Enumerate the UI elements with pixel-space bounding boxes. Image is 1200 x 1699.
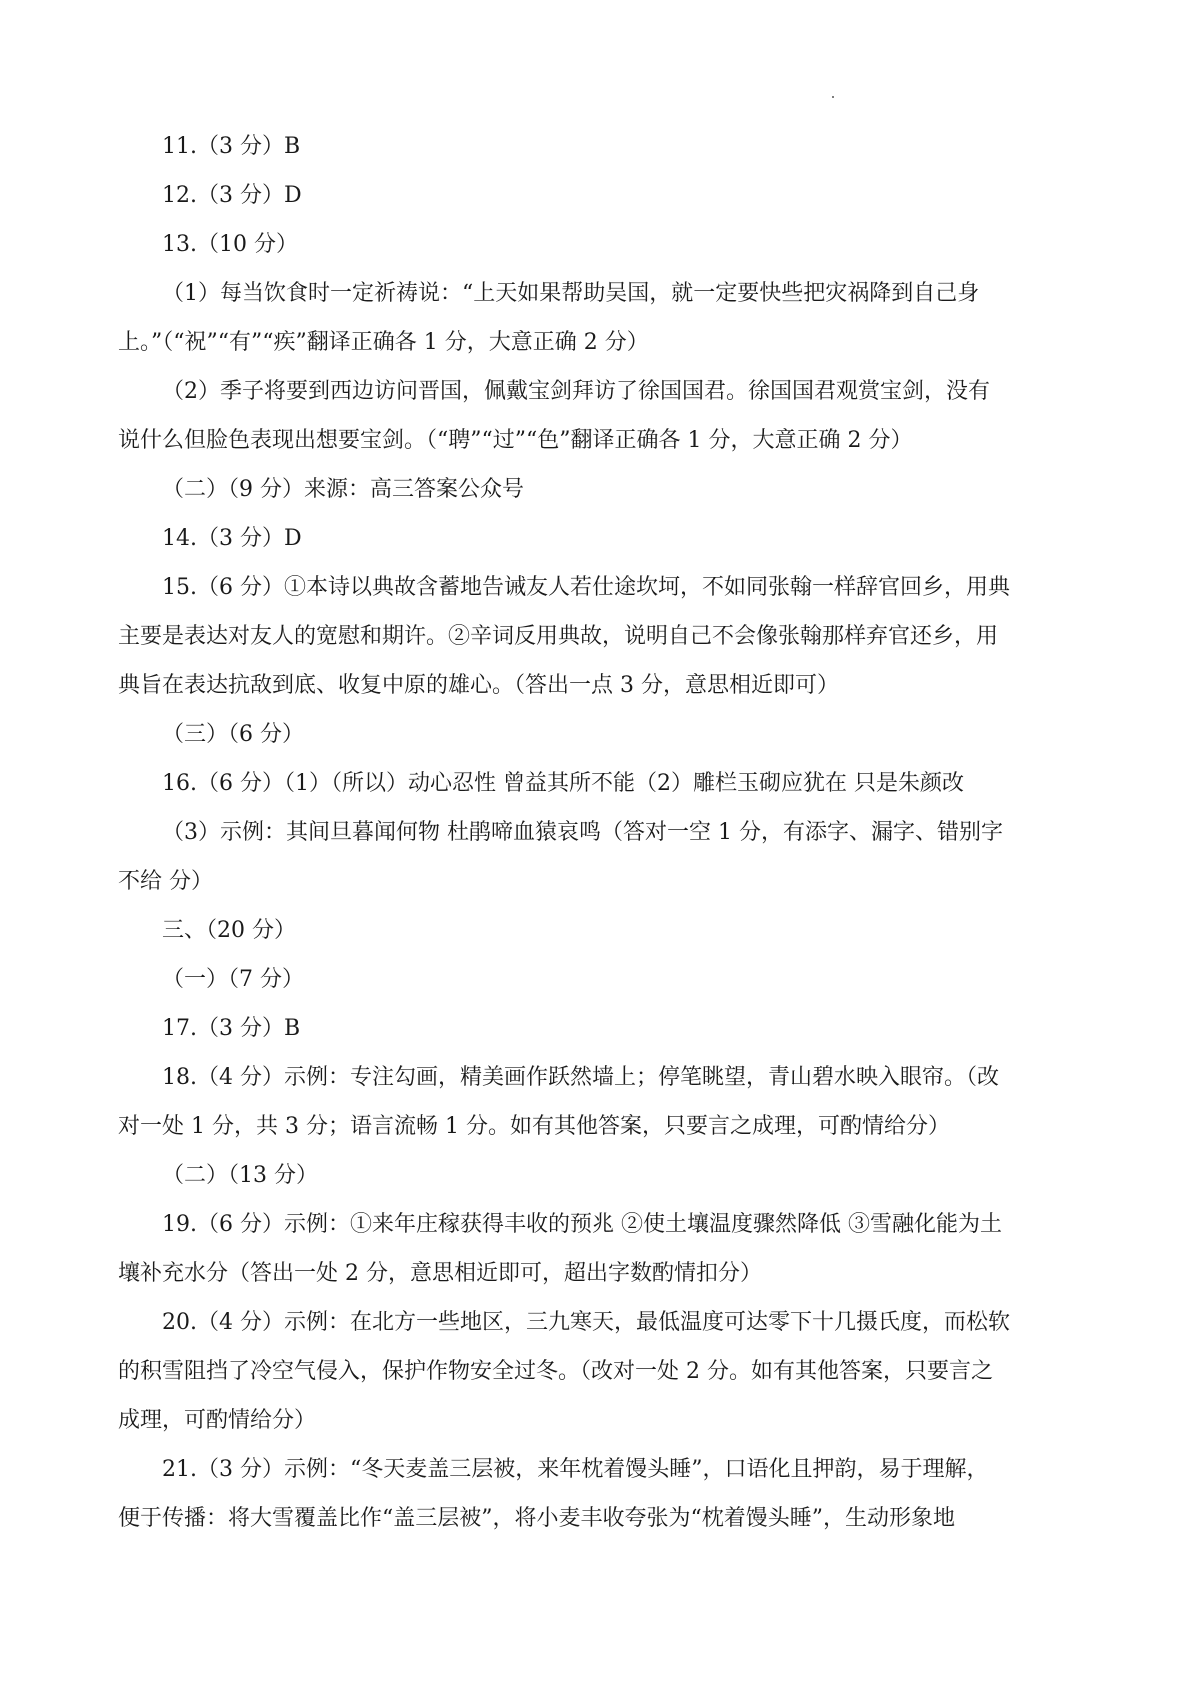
answer-line-14: 14.（3 分）D [162, 526, 302, 551]
answer-line-15-cont-2: 典旨在表达抗敌到底、收复中原的雄心。（答出一点 3 分，意思相近即可） [118, 673, 839, 698]
answer-line-20-cont-2: 成理，可酌情给分） [118, 1408, 317, 1433]
section-header-3-2: （二）（13 分） [162, 1163, 318, 1188]
answer-line-16-3: （3）示例：其间旦暮闻何物 杜鹃啼血猿哀鸣（答对一空 1 分，有添字、漏字、错别字 [162, 820, 1003, 845]
section-header-3-1: （一）（7 分） [162, 967, 304, 992]
answer-line-19: 19.（6 分）示例：①来年庄稼获得丰收的预兆 ②使土壤温度骤然降低 ③雪融化能为土 [162, 1212, 1002, 1237]
section-header-2-2: （二）（9 分）来源：高三答案公众号 [162, 477, 524, 502]
answer-line-21: 21.（3 分）示例：“冬天麦盖三层被，来年枕着馒头睡”，口语化且押韵，易于理解， [162, 1457, 989, 1482]
answer-line-20: 20.（4 分）示例：在北方一些地区，三九寒天，最低温度可达零下十几摄氏度，而松软 [162, 1310, 1010, 1335]
answer-line-16-3-cont: 不给 分） [118, 869, 213, 894]
answer-line-15: 15.（6 分）①本诗以典故含蓄地告诫友人若仕途坎坷，不如同张翰一样辞官回乡，用典 [162, 575, 1010, 600]
section-header-2-3: （三）（6 分） [162, 722, 304, 747]
answer-line-13-header: 13.（10 分） [162, 232, 298, 257]
section-header-3: 三、（20 分） [162, 918, 296, 943]
answer-line-18: 18.（4 分）示例：专注勾画，精美画作跃然墙上；停笔眺望，青山碧水映入眼帘。（改 [162, 1065, 999, 1090]
answer-line-13-1: （1）每当饮食时一定祈祷说：“上天如果帮助吴国，就一定要快些把灾祸降到自己身 [162, 281, 980, 306]
answer-line-18-cont: 对一处 1 分，共 3 分；语言流畅 1 分。如有其他答案，只要言之成理，可酌情给分） [118, 1114, 950, 1139]
answer-line-13-2-cont: 说什么但脸色表现出想要宝剑。（“聘”“过”“色”翻译正确各 1 分，大意正确 2 分） [118, 428, 913, 453]
answer-line-13-2: （2）季子将要到西边访问晋国，佩戴宝剑拜访了徐国国君。徐国国君观赏宝剑，没有 [162, 379, 990, 404]
scan-speck [832, 96, 834, 98]
answer-line-13-1-cont: 上。”（“祝”“有”“疾”翻译正确各 1 分，大意正确 2 分） [118, 330, 649, 355]
answer-key-text [118, 122, 1096, 1543]
answer-line-17: 17.（3 分）B [162, 1016, 301, 1041]
answer-line-11: 11.（3 分）B [162, 134, 301, 159]
answer-line-15-cont-1: 主要是表达对友人的宽慰和期许。②辛词反用典故，说明自己不会像张翰那样弃官还乡，用 [118, 624, 999, 649]
answer-line-19-cont: 壤补充水分（答出一处 2 分，意思相近即可，超出字数酌情扣分） [118, 1261, 762, 1286]
answer-line-12: 12.（3 分）D [162, 183, 302, 208]
answer-line-20-cont-1: 的积雪阻挡了冷空气侵入，保护作物安全过冬。（改对一处 2 分。如有其他答案，只要言之 [118, 1359, 993, 1384]
answer-line-21-cont: 便于传播：将大雪覆盖比作“盖三层被”，将小麦丰收夸张为“枕着馒头睡”，生动形象地 [118, 1506, 955, 1531]
answer-line-16: 16.（6 分）（1）（所以）动心忍性 曾益其所不能（2）雕栏玉砌应犹在 只是朱颜改 [162, 771, 964, 796]
